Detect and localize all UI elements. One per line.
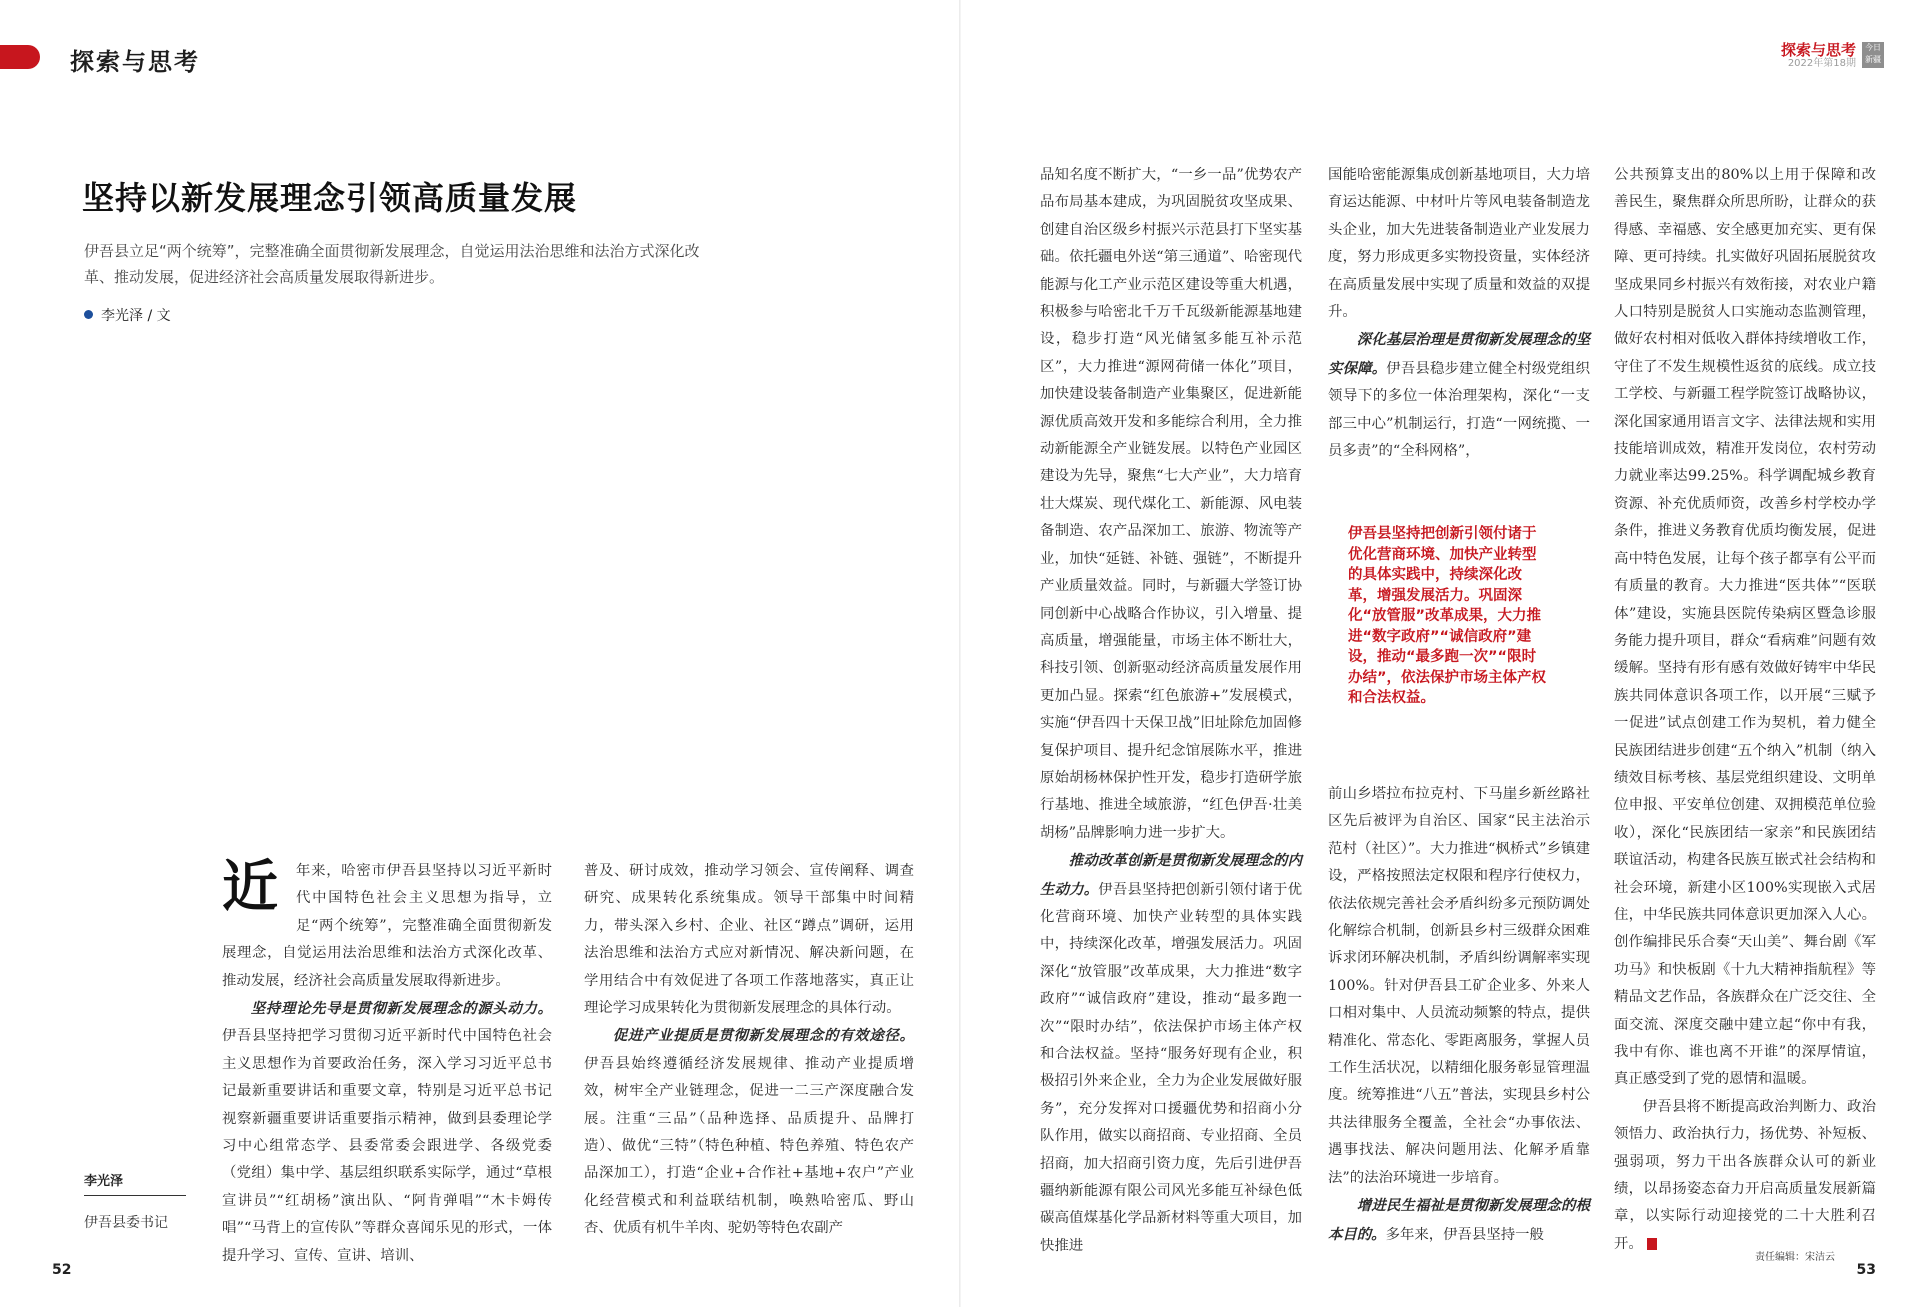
byline-text: 李光泽 / 文 [101, 308, 171, 324]
paragraph: 普及、研讨成效，推动学习领会、宣传阐释、调查研究、成果转化系统集成。领导干部集中时间精力，带头深入乡村、企业、社区“蹲点”调研，运用法治思维和法治方式应对新情况、解决新问题，在学用结合中有效促进了各项工作落地落实，真正让理论学习成果转化为贯彻新发展理念的具体行动。 [584, 863, 914, 1017]
paragraph: 坚持理论先导是贯彻新发展理念的源头动力。伊吾县坚持把学习贯彻习近平新时代中国特色社会主义思想作为首要政治任务，深入学习习近平总书记最新重要讲话和重要文章，特别是习近平总书记视察新疆重要讲话重要指示精神，做到县委理论学习中心组常态学、县委常委会跟进学、各级党委（党组）集中学、基层组织联系实际学，通过“草根宣讲员”“红胡杨”演出队、“阿肯弹唱”“木卡姆传唱”“马背上的宣传队”等群众喜闻乐见的形式，一体提升学习、宣传、宣讲、培训、 [222, 1000, 552, 1264]
section-keyword: 推动改革创新是贯彻新发展理念的内生动力。 [1040, 852, 1302, 898]
byline-bullet [84, 310, 93, 319]
column-3 [1040, 162, 1302, 1260]
paragraph: 品知名度不断扩大，“一乡一品”优势农产品布局基本建成，为巩固脱贫攻坚成果、创建自治区级乡村振兴示范县打下坚实基础。依托疆电外送“第三通道”、哈密现代能源与化工产业示范区建设等重大机遇，积极参与哈密北千万千瓦级新能源基地建设，稳步打造“风光储氢多能互补示范区”，大力推进“源网荷储一体化”项目，加快建设装备制造产业集聚区，促进新能源优质高效开发和多能综合利用，全力推动新能源全产业链发展。以特色产业园区建设为先导，聚焦“七大产业”，大力培育壮大煤炭、现代煤化工、新能源、风电装备制造、农产品深加工、旅游、物流等产业，加快“延链、补链、强链”，不断提升产业质量效益。同时，与新疆大学签订协同创新中心战略合作协议，引入增量、提高质量，增强能量，市场主体不断壮大，科技引领、创新驱动经济高质量发展作用更加凸显。探索“红色旅游+”发展模式，实施“伊吾四十天保卫战”旧址除危加固修复保护项目、提升纪念馆展陈水平，推进原始胡杨林保护性开发，稳步打造研学旅行基地、推进全域旅游，“红色伊吾·壮美胡杨”品牌影响力进一步扩大。 [1040, 167, 1302, 841]
section-header-left: 探索与思考 [70, 47, 200, 76]
section-header-right [1781, 42, 1856, 70]
paragraph: 公共预算支出的80%以上用于保障和改善民生，聚焦群众所思所盼，让群众的获得感、幸福感、安全感更加充实、更有保障、更可持续。扎实做好巩固拓展脱贫攻坚成果同乡村振兴有效衔接，对农业户籍人口特别是脱贫人口实施动态监测管理，做好农村相对低收入群体持续增收工作，守住了不发生规模性返贫的底线。成立技工学校、与新疆工程学院签订战略协议，深化国家通用语言文字、法律法规和实用技能培训成效，精准开发岗位，农村劳动力就业率达99.25%。科学调配城乡教育资源、补充优质师资，改善乡村学校办学条件，推进义务教育优质均衡发展，促进高中特色发展，让每个孩子都享有公平而有质量的教育。大力推进“医共体”“医联体”建设，实施县医院传染病区暨急诊服务能力提升项目，群众“看病难”问题有效缓解。坚持有形有感有效做好铸牢中华民族共同体意识各项工作，以开展“三赋予一促进”试点创建工作为契机，着力健全民族团结进步创建“五个纳入”机制（纳入绩效目标考核、基层党组织建设、文明单位申报、平安单位创建、双拥模范单位验收），深化“民族团结一家亲”和民族团结联谊活动，构建各民族互嵌式社会结构和社会环境，新建小区100%实现嵌入式居住，中华民族共同体意识更加深入人心。创作编排民乐合奏“天山美”、舞台剧《军功马》和快板剧《十九大精神指航程》等精品文艺作品，各族群众在广泛交往、全面交流、深度交融中建立起“你中有我，我中有你、谁也离不开谁”的深厚情谊，真正感受到了党的恩情和温暖。 [1614, 167, 1876, 1088]
magazine-logo: 今日新疆 [1862, 42, 1884, 68]
page-number-left: 52 [52, 1262, 72, 1278]
section-header-right-title: 探索与思考 [1780, 41, 1856, 59]
drop-cap: 近 [222, 855, 278, 920]
section-keyword: 增进民生福祉是贯彻新发展理念的根本目的。 [1328, 1197, 1590, 1243]
article-title: 坚持以新发展理念引领高质量发展 [82, 179, 578, 217]
section-keyword: 坚持理论先导是贯彻新发展理念的源头动力。 [250, 1000, 552, 1018]
section-keyword: 深化基层治理是贯彻新发展理念的坚实保障。 [1328, 331, 1590, 377]
paragraph: 增进民生福祉是贯彻新发展理念的根本目的。多年来，伊吾县坚持一般 [1328, 1197, 1590, 1243]
section-tab-marker [0, 45, 40, 69]
dropcap-spacer [222, 858, 296, 914]
column-5 [1614, 162, 1876, 1258]
paragraph: 国能哈密能源集成创新基地项目，大力培育运达能源、中材叶片等风电装备制造龙头企业，加大先进装备制造业产业发展力度，努力形成更多实物投资量，实体经济在高质量发展中实现了质量和效益的双提升。 [1328, 167, 1590, 321]
article-lead: 伊吾县立足“两个统筹”，完整准确全面贯彻新发展理念，自觉运用法治思维和法治方式深化改革、推动发展，促进经济社会高质量发展取得新进步。 [84, 242, 700, 286]
author-box [84, 1170, 186, 1232]
page-gutter [959, 0, 961, 1307]
column-1 [222, 855, 552, 1270]
author-name: 李光泽 [84, 1170, 186, 1196]
paragraph: 深化基层治理是贯彻新发展理念的坚实保障。伊吾县稳步建立健全村级党组织领导下的多位一体治理架构，深化“一支部三中心”机制运行，打造“一网统揽、一员多责”的“全科网格”， [1328, 331, 1590, 460]
paragraph: 年来，哈密市伊吾县坚持以习近平新时代中国特色社会主义思想为指导，立足“两个统筹”，完整准确全面贯彻新发展理念，自觉运用法治思维和法治方式深化改革、推动发展，经济社会高质量发展取得新进步。 [222, 863, 552, 989]
paragraph: 推动改革创新是贯彻新发展理念的内生动力。伊吾县坚持把创新引领付诸于优化营商环境、加快产业转型的具体实践中，持续深化改革，增强发展活力。巩固深化“放管服”改革成果，大力推进“数字政府”“诚信政府”建设，推动“最多跑一次”“限时办结”，依法保护市场主体产权和合法权益。坚持“服务好现有企业，积极招引外来企业，全力为企业发展做好服务”，充分发挥对口援疆优势和招商小分队作用，做实以商招商、专业招商、全员招商，加大招商引资力度，先后引进伊吾疆纳新能源有限公司风光多能互补绿色低碳高值煤基化学品新材料等重大项目，加快推进 [1040, 852, 1302, 1254]
section-keyword: 促进产业提质是贯彻新发展理念的有效途径。 [612, 1027, 914, 1045]
column-4-top [1328, 162, 1590, 465]
issue-number: 2022年第18期 [1787, 58, 1856, 69]
paragraph: 伊吾县将不断提高政治判断力、政治领悟力、政治执行力，扬优势、补短板、强弱项，努力干出各族群众认可的新业绩，以昂扬姿态奋力开启高质量发展新篇章，以实际行动迎接党的二十大胜利召开。 [1614, 1098, 1876, 1252]
page-number-right: 53 [1856, 1262, 1876, 1278]
editor-credit: 责任编辑：宋洁云 [1755, 1252, 1835, 1263]
pull-quote: 伊吾县坚持把创新引领付诸于优化营商环境、加快产业转型的具体实践中，持续深化改革，增强发展活力。巩固深化“放管服”改革成果，大力推进“数字政府”“诚信政府”建设，推动“最多跑一次”“限时办结”，依法保护市场主体产权和合法权益。 [1348, 526, 1547, 706]
column-4-bottom [1328, 781, 1590, 1249]
column-2 [584, 858, 914, 1243]
byline [84, 305, 171, 325]
paragraph: 前山乡塔拉布拉克村、下马崖乡新丝路社区先后被评为自治区、国家“民主法治示范村（社区）”。大力推进“枫桥式”乡镇建设，严格按照法定权限和程序行使权力，依法依规完善社会矛盾纠纷多元预防调处化解综合机制，创新县乡村三级群众困难诉求闭环解决机制，矛盾纠纷调解率实现100%。针对伊吾县工矿企业多、外来人口相对集中、人员流动频繁的特点，提供精准化、常态化、零距离服务，掌握人员工作生活状况，以精细化服务彰显管理温度。统筹推进“八五”普法，实现县乡村公共法律服务全覆盖，全社会“办事依法、遇事找法、解决问题用法、化解矛盾靠法”的法治环境进一步培育。 [1328, 786, 1590, 1186]
end-mark-icon [1647, 1238, 1657, 1250]
paragraph: 促进产业提质是贯彻新发展理念的有效途径。伊吾县始终遵循经济发展规律、推动产业提质增效，树牢全产业链理念，促进一二三产深度融合发展。注重“三品”（品种选择、品质提升、品牌打造）、做优“三特”（特色种植、特色养殖、特色农产品深加工），打造“企业+合作社+基地+农户”产业化经营模式和利益联结机制，唤熟哈密瓜、野山杏、优质有机牛羊肉、驼奶等特色农副产 [584, 1027, 914, 1237]
author-role: 伊吾县委书记 [84, 1215, 168, 1231]
